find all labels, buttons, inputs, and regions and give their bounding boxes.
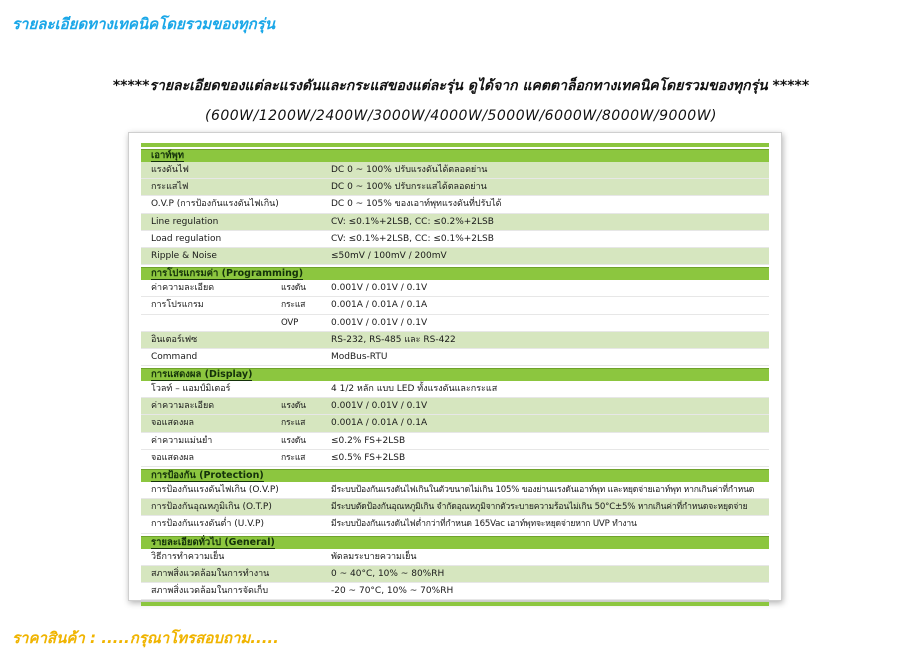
page-heading: รายละเอียดทางเทคนิคโดยรวมของทุกรุ่น: [12, 15, 275, 33]
section-general: รายละเอียดทั่วไป (General): [141, 536, 769, 549]
table-row: การป้องกันอุณหภูมิเกิน (O.T.P) มีระบบตัดป้องกันอุณหภูมิเกิน จำกัดอุณหภูมิจากตัวระบายความร้อนไม่เกิน 50°C±5% หากเกินค่าที่กำหนดจะหยุดจ่าย: [141, 499, 769, 516]
table-row: ค่าความแม่นยำ แรงดัน ≤0.2% FS+2LSB: [141, 433, 769, 450]
table-row: Line regulation CV: ≤0.1%+2LSB, CC: ≤0.2%+2LSB: [141, 214, 769, 231]
table-row: ค่าความละเอียด แรงดัน 0.001V / 0.01V / 0.1V: [141, 398, 769, 415]
price-text: ราคาสินค้า : .....กรุณาโทรสอบถาม.....: [12, 629, 279, 647]
bottom-bar: [141, 602, 769, 606]
table-row: สภาพสิ่งแวดล้อมในการทำงาน 0 ~ 40°C, 10% ~ 80%RH: [141, 566, 769, 583]
table-row: การป้องกันแรงดันไฟเกิน (O.V.P) มีระบบป้องกันแรงดันไฟเกินในตัวขนาดไม่เกิน 105% ของย่านแรงดันเอาท์พุท และหยุดจ่ายเอาท์พุท หากเกินค่าที่กำหนด: [141, 482, 769, 499]
table-row: OVP 0.001V / 0.01V / 0.1V: [141, 315, 769, 332]
table-row: Ripple & Noise ≤50mV / 100mV / 200mV: [141, 248, 769, 265]
table-row: สภาพสิ่งแวดล้อมในการจัดเก็บ -20 ~ 70°C, 10% ~ 70%RH: [141, 583, 769, 600]
section-display: การแสดงผล (Display): [141, 368, 769, 381]
table-row: จอแสดงผล กระแส 0.001A / 0.01A / 0.1A: [141, 415, 769, 432]
table-row: การโปรแกรม กระแส 0.001A / 0.01A / 0.1A: [141, 297, 769, 314]
table-row: กระแสไฟ DC 0 ~ 100% ปรับกระแสได้ตลอดย่าน: [141, 179, 769, 196]
table-row: โวลท์ – แอมป์มิเตอร์ 4 1/2 หลัก แบบ LED ทั้งแรงดันและกระแส: [141, 381, 769, 398]
table-row: การป้องกันแรงดันต่ำ (U.V.P) มีระบบป้องกันแรงดันไฟต่ำกว่าที่กำหนด 165Vac เอาท์พุทจะหยุดจ่ายหาก UVP ทำงาน: [141, 516, 769, 533]
model-list: (600W/1200W/2400W/3000W/4000W/5000W/6000W/8000W/9000W): [205, 108, 717, 124]
top-bar: [141, 143, 769, 147]
table-row: แรงดันไฟ DC 0 ~ 100% ปรับแรงดันได้ตลอดย่าน: [141, 162, 769, 179]
spec-sheet-image: [128, 132, 782, 601]
table-row: Command ModBus-RTU: [141, 349, 769, 366]
table-row: ค่าความละเอียด แรงดัน 0.001V / 0.01V / 0.1V: [141, 280, 769, 297]
section-protection: การป้องกัน (Protection): [141, 469, 769, 482]
table-row: วิธีการทำความเย็น พัดลมระบายความเย็น: [141, 549, 769, 566]
table-row: Load regulation CV: ≤0.1%+2LSB, CC: ≤0.1%+2LSB: [141, 231, 769, 248]
table-row: จอแสดงผล กระแส ≤0.5% FS+2LSB: [141, 450, 769, 467]
spec-table: [141, 143, 769, 606]
section-output: เอาท์พุท: [141, 149, 769, 162]
section-programming: การโปรแกรมค่า (Programming): [141, 267, 769, 280]
table-row: O.V.P (การป้องกันแรงดันไฟเกิน) DC 0 ~ 105% ของเอาท์พุทแรงดันที่ปรับได้: [141, 196, 769, 213]
table-row: อินเตอร์เฟซ RS-232, RS-485 และ RS-422: [141, 332, 769, 349]
catalog-note: *****รายละเอียดของแต่ละแรงดันและกระแสของแต่ละรุ่น ดูได้จาก แคตตาล็อกทางเทคนิคโดยรวมของทุกรุ่น *****: [112, 78, 810, 94]
